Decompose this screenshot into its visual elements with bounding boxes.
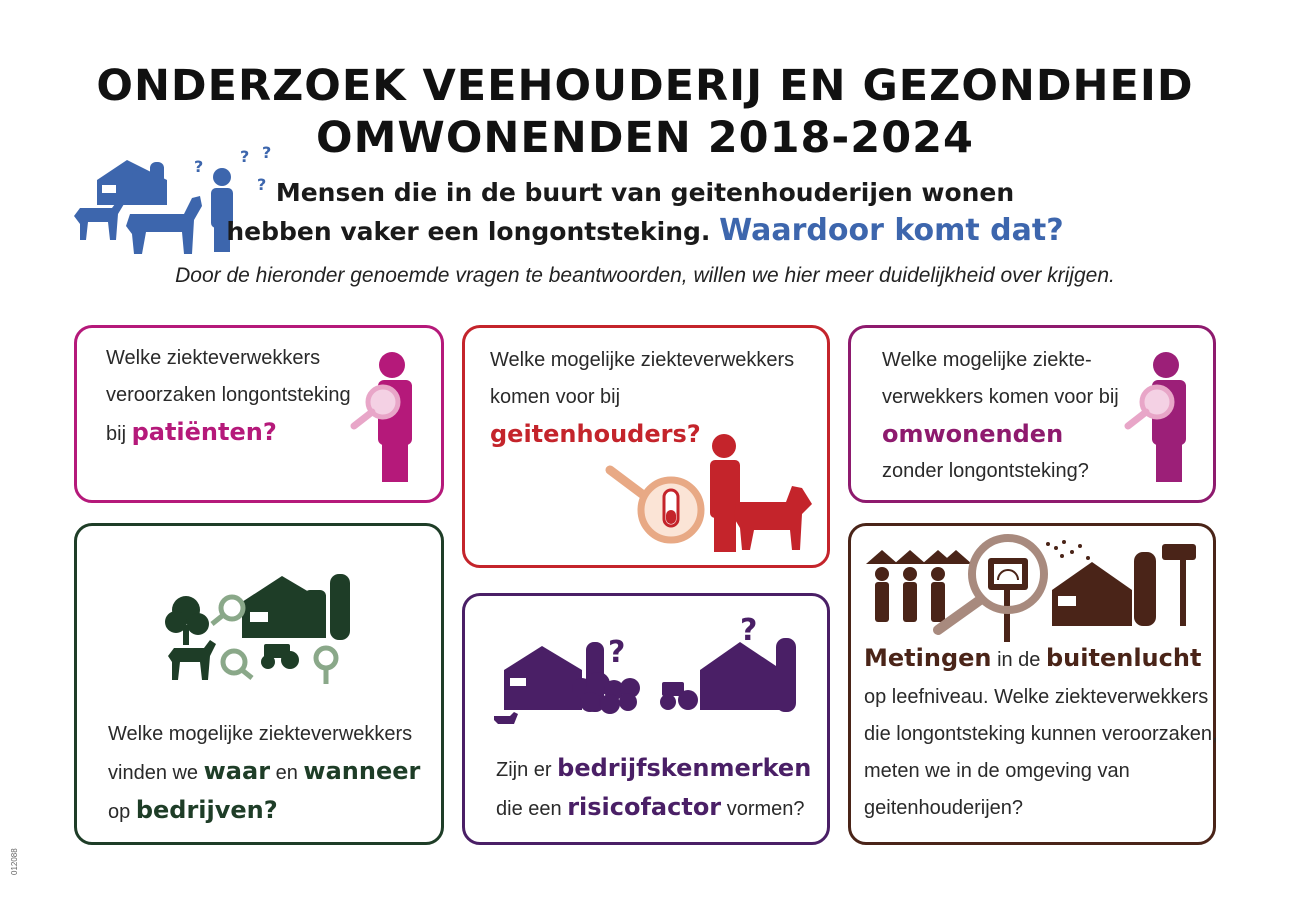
svg-text:?: ? xyxy=(608,635,626,670)
card-features-line2 xyxy=(496,789,811,828)
subtitle-line1-text: Mensen die in de buurt van geitenhouderijen wonen xyxy=(275,178,1015,207)
page-title-line2: OMWONENDEN 2018-2024 xyxy=(316,113,974,163)
card-outdoor-mid1: in de xyxy=(997,649,1041,671)
card-outdoor-line4: meten we in de omgeving van xyxy=(864,760,1130,782)
card-residents-line4: zonder longontsteking? xyxy=(882,460,1089,482)
card-features-pre1: Zijn er xyxy=(496,759,552,781)
svg-text:?: ? xyxy=(740,613,758,648)
card-farmers-highlight: geitenhouders? xyxy=(490,420,701,448)
card-outdoor-line1 xyxy=(864,640,1218,679)
card-residents-line1: Welke mogelijke ziekte- xyxy=(882,349,1092,371)
subtitle-question: Waardoor komt dat? xyxy=(719,213,1064,248)
card-farms-companies: bedrijven? xyxy=(135,796,278,824)
card-farms-line3 xyxy=(108,792,420,831)
card-features-text xyxy=(496,750,811,828)
card-features-line1 xyxy=(496,750,811,789)
intro-text: Door de hieronder genoemde vragen te beantwoorden, willen we hier meer duidelijkheid over krijgen. xyxy=(175,264,1115,287)
subtitle-line2-text: hebben vaker een longontsteking. xyxy=(226,217,711,246)
svg-text:?: ? xyxy=(240,147,250,166)
card-outdoor-line5: geitenhouderijen? xyxy=(864,797,1024,819)
subtitle-line2 xyxy=(0,212,1290,251)
farmer-goat-sample-icon xyxy=(606,432,818,554)
card-outdoor-text xyxy=(864,640,1218,827)
card-outdoor-line3: die longontsteking kunnen veroorzaken, xyxy=(864,723,1218,745)
card-farms-and: en xyxy=(275,762,298,784)
card-farms-line2 xyxy=(108,753,420,792)
card-outdoor-outdoor-air: buitenlucht xyxy=(1046,644,1202,672)
card-features-pre2: die een xyxy=(496,798,562,820)
card-patients-line3 xyxy=(106,414,351,453)
card-farmers-line2: komen voor bij xyxy=(490,386,621,408)
svg-text:?: ? xyxy=(257,175,267,194)
document-code: 012088 xyxy=(10,848,19,875)
card-features-post2: vormen? xyxy=(726,798,805,820)
farm-tree-goat-tractor-icon xyxy=(164,570,369,688)
card-residents-line2: verwekkers komen voor bij xyxy=(882,386,1119,408)
subtitle-line1 xyxy=(0,174,1290,212)
card-farms-pre3: op xyxy=(108,801,131,823)
card-farmers-line1: Welke mogelijke ziekteverwekkers xyxy=(490,349,795,371)
card-outdoor-measurements: Metingen xyxy=(864,644,992,672)
svg-text:?: ? xyxy=(194,157,204,176)
card-farms-text xyxy=(108,716,420,831)
card-patients-line2: veroorzaken longontsteking xyxy=(106,384,351,406)
svg-text:?: ? xyxy=(262,143,272,162)
card-residents-highlight: omwonenden xyxy=(882,420,1064,448)
card-farms-where: waar xyxy=(203,757,271,785)
card-patients-pre: bij xyxy=(106,423,127,445)
card-farms-when: wanneer xyxy=(303,757,421,785)
farm-buildings-question-icon xyxy=(490,612,808,732)
houses-measurement-farm-icon xyxy=(862,534,1202,646)
card-patients-line1: Welke ziekteverwekkers xyxy=(106,347,321,369)
card-features-characteristics: bedrijfskenmerken xyxy=(557,754,812,782)
card-patients-text xyxy=(106,340,351,453)
card-farms-line1: Welke mogelijke ziekteverwekkers xyxy=(108,723,413,745)
card-features-riskfactor: risicofactor xyxy=(567,793,722,821)
card-patients-highlight: patiënten? xyxy=(131,418,277,446)
card-residents-text xyxy=(882,342,1119,490)
card-outdoor-line2: op leefniveau. Welke ziekteverwekkers xyxy=(864,686,1209,708)
page-title-line1: ONDERZOEK VEEHOUDERIJ EN GEZONDHEID xyxy=(96,61,1194,111)
patient-magnifier-icon xyxy=(350,350,420,485)
card-farms-pre2: vinden we xyxy=(108,762,199,784)
resident-magnifier-icon xyxy=(1124,350,1194,485)
